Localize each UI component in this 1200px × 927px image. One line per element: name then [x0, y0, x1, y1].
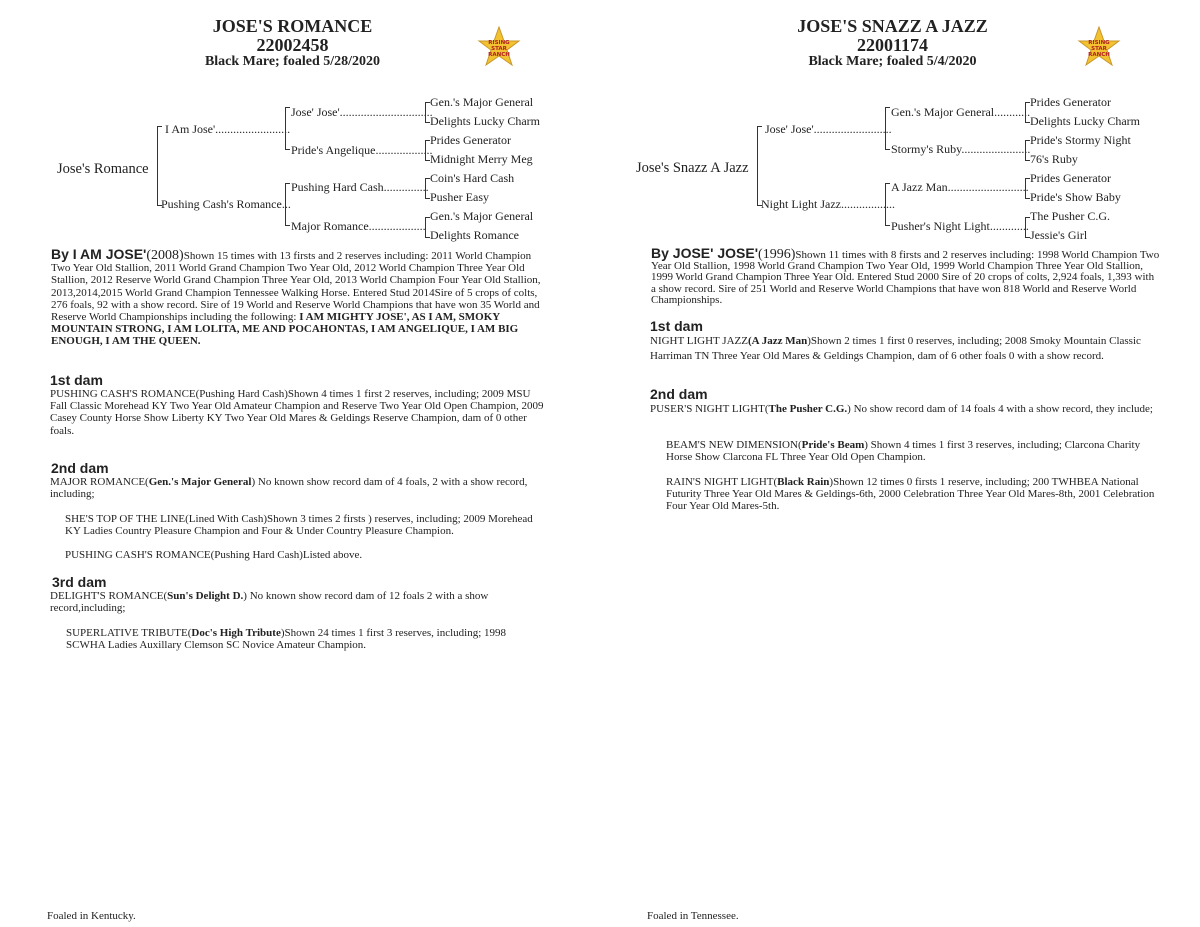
rising-star-ranch-logo — [1077, 26, 1121, 68]
pedigree-gsire-2: Pushing Hard Cash............... — [291, 180, 429, 194]
pedigree-dam: Night Light Jazz.................. — [761, 197, 895, 211]
logo-text-2: STAR — [491, 46, 507, 52]
first-dam-heading: 1st dam — [650, 318, 703, 334]
horse-title: JOSE'S SNAZZ A JAZZ — [797, 16, 988, 36]
sire-record: By I AM JOSE'(2008)Shown 15 times with 13 firsts and 2 reserves including: 2011 World Champion Two Year Old Stallion, 2011 World Grand Champion Two Year Old, 2012 World Champion Three Year Old Stallion, 2012 Reserve World Grand Champion Three Year Old, 2013 World Champion Four Year Old Stallion, 2013,2014,2015 World Grand Champion Tennessee Walking Horse. Entered Stud 2014Sire of 5 crops of colts, 276 foals, 92 with a show record. Sire of 19 World and Reserve World Champions that have won 35 World and Reserve World Championships including the following: I AM MIGHTY JOSE', AS I AM, SMOKY MOUNTAIN STRONG, I AM LOLITA, ME AND POCAHONTAS, I AM ANGELIQUE, I AM BIG ENOUGH, I AM THE QUEEN. — [51, 246, 541, 348]
foaled-location: Foaled in Tennessee. — [647, 910, 739, 922]
pedigree-ggp-3: Prides Generator — [430, 133, 511, 147]
second-dam-produce-1: SHE'S TOP OF THE LINE(Lined With Cash)Shown 3 times 2 firsts ) reserves, including; 2009 Morehead KY Ladies Country Pleasure Champion and Four & Under Country Pleasure Champion. — [65, 513, 533, 538]
second-dam-produce-2: PUSHING CASH'S ROMANCE(Pushing Hard Cash)Listed above. — [65, 549, 363, 561]
pedigree-gsire-1: Jose' Jose'............................... — [291, 105, 433, 119]
pedigree-sire: Jose' Jose'.......................... — [765, 122, 892, 136]
horse-title: JOSE'S ROMANCE — [212, 16, 373, 36]
sire-record: By JOSE' JOSE'(1996)Shown 11 times with 8 firsts and 2 reserves including: 1998 World Champion Two Year Old Stallion, 1998 World Grand Champion Two Year Old, 1999 World Champion Three Year Old Stallion, 1999 World Grand Champion Three Year Old. Entered Stud 2000 Sire of 20 crops of colts, 2,924 foals, 1,393 with a show record. Sire of 251 World and Reserve World Champions that have won 818 World and Reserve World Championships. — [651, 245, 1160, 306]
logo-text-1: RISING — [1088, 40, 1110, 46]
third-dam-heading: 3rd dam — [52, 574, 107, 590]
second-dam-record: PUSER'S NIGHT LIGHT(The Pusher C.G.) No show record dam of 14 foals 4 with a show record, they include; — [650, 403, 1153, 415]
third-dam-record: DELIGHT'S ROMANCE(Sun's Delight D.) No known show record dam of 12 foals 2 with a show record,including; — [50, 590, 489, 615]
pedigree-gsire-2: A Jazz Man........................... — [891, 180, 1029, 194]
horse-description: Black Mare; foaled 5/28/2020 — [204, 54, 381, 69]
pedigree-ggp-6: Pusher Easy — [430, 190, 489, 204]
pedigree-ggp-1: Prides Generator — [1030, 95, 1111, 109]
second-dam-heading: 2nd dam — [650, 386, 708, 402]
pedigree-ggp-8: Delights Romance — [430, 228, 519, 242]
second-dam-produce-1: BEAM'S NEW DIMENSION(Pride's Beam) Shown 4 times 1 first 3 reserves, including; Clarcona Charity Horse Show Clarcona FL Three Year Old Open Champion. — [666, 439, 1141, 464]
registration-number: 22002458 — [256, 35, 329, 55]
pedigree-ggp-3: Pride's Stormy Night — [1030, 133, 1131, 147]
logo-text-1: RISING — [488, 40, 510, 46]
first-dam-heading: 1st dam — [50, 372, 103, 388]
pedigree-ggp-7: The Pusher C.G. — [1030, 209, 1110, 223]
pedigree-gdam-1: Pride's Angelique................... — [291, 143, 433, 157]
registration-number: 22001174 — [856, 35, 928, 55]
first-dam-record: NIGHT LIGHT JAZZ(A Jazz Man)Shown 2 times 1 first 0 reserves, including; 2008 Smoky Mountain Classic Harriman TN Three Year Old Mares & Geldings Champion, dam of 6 other foals 0 with a show record. — [650, 335, 1141, 362]
logo-text-3: RANCH — [488, 52, 510, 58]
pedigree-ggp-4: 76's Ruby — [1030, 152, 1078, 166]
pedigree-ggp-7: Gen.'s Major General — [430, 209, 534, 223]
second-dam-heading: 2nd dam — [51, 460, 109, 476]
pedigree-ggp-4: Midnight Merry Meg — [430, 152, 533, 166]
pedigree-gdam-2: Pusher's Night Light............. — [891, 219, 1029, 233]
pedigree-ggp-5: Coin's Hard Cash — [430, 171, 515, 185]
pedigree-gdam-2: Major Romance................... — [291, 219, 426, 233]
pedigree-ggp-1: Gen.'s Major General — [430, 95, 534, 109]
pedigree-ggp-2: Delights Lucky Charm — [1030, 114, 1140, 128]
logo-text-2: STAR — [1091, 46, 1107, 52]
rising-star-ranch-logo — [477, 26, 521, 68]
pedigree-dam: Pushing Cash's Romance... — [161, 197, 291, 211]
logo-text-3: RANCH — [1088, 52, 1110, 58]
pedigree-ggp-2: Delights Lucky Charm — [430, 114, 540, 128]
pedigree-gdam-1: Stormy's Ruby....................... — [891, 142, 1031, 156]
foaled-location: Foaled in Kentucky. — [47, 910, 136, 922]
first-dam-record: PUSHING CASH'S ROMANCE(Pushing Hard Cash)Shown 4 times 1 first 2 reserves, including; 2009 MSU Fall Classic Morehead KY Two Year Old Amateur Champion and Reserve Two Year Old Open Champion, 2009 Casey County Horse Show Liberty KY Two Year Old Mares & Geldings Reserve Champion, dam of 0 other foals. — [50, 388, 544, 437]
second-dam-record: MAJOR ROMANCE(Gen.'s Major General) No known show record dam of 4 foals, 2 with a show record, including; — [50, 476, 528, 501]
pedigree-ggp-6: Pride's Show Baby — [1030, 190, 1121, 204]
second-dam-produce-2: RAIN'S NIGHT LIGHT(Black Rain)Shown 12 times 0 firsts 1 reserve, including; 200 TWHBEA National Futurity Three Year Old Mares & Geldings-6th, 2000 Celebration Three Year Old Mares-8th, 2001 Celebration Four Year Old Mares-5th. — [666, 476, 1155, 513]
pedigree-sire: I Am Jose'......................... — [165, 122, 291, 136]
third-dam-produce-1: SUPERLATIVE TRIBUTE(Doc's High Tribute)Shown 24 times 1 first 3 reserves, including; 1998 SCWHA Ladies Auxillary Clemson SC Novice Amateur Champion. — [66, 627, 506, 652]
pedigree-ggp-5: Prides Generator — [1030, 171, 1111, 185]
pedigree-horse: Jose's Snazz A Jazz — [636, 160, 749, 176]
horse-description: Black Mare; foaled 5/4/2020 — [808, 54, 977, 69]
pedigree-horse: Jose's Romance — [57, 161, 149, 177]
pedigree-gsire-1: Gen.'s Major General............ — [891, 105, 1031, 119]
pedigree-ggp-8: Jessie's Girl — [1030, 228, 1088, 242]
